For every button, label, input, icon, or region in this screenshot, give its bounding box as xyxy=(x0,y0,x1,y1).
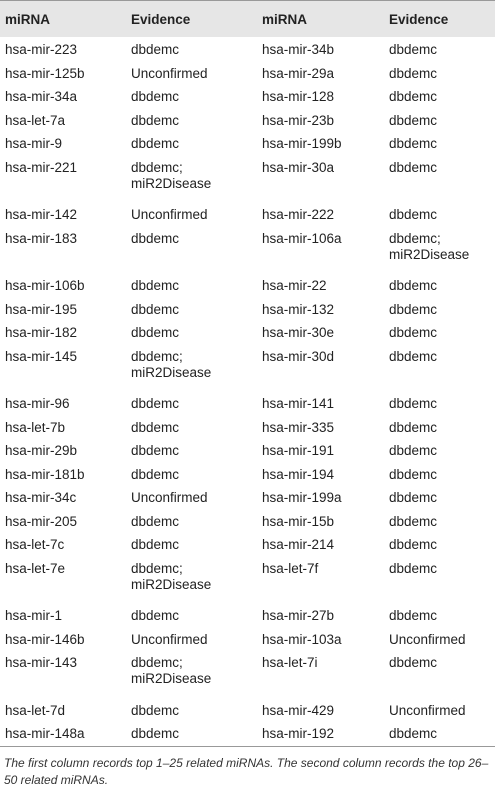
mirna-cell: hsa-let-7c xyxy=(5,537,65,553)
evidence-cell: dbdemc xyxy=(389,513,438,529)
evidence-cell: dbdemc xyxy=(131,419,180,435)
mirna-cell: hsa-mir-1 xyxy=(5,608,63,624)
mirna-cell: hsa-mir-34a xyxy=(5,89,78,105)
mirna-cell: hsa-mir-103a xyxy=(262,631,342,647)
mirna-cell: hsa-mir-34c xyxy=(5,490,77,506)
header-row xyxy=(0,1,495,37)
evidence-cell: dbdemc xyxy=(389,65,438,81)
mirna-cell: hsa-mir-22 xyxy=(262,277,327,293)
evidence-cell: Unconfirmed xyxy=(389,631,466,647)
table-row xyxy=(0,320,495,344)
evidence-cell: dbdemc xyxy=(389,136,438,152)
table-row xyxy=(0,509,495,533)
mirna-cell: hsa-mir-148a xyxy=(5,726,85,742)
table-caption: The first column records top 1–25 related miRNAs. The second column records the top 26–50 related miRNAs. xyxy=(4,756,489,788)
evidence-cell: dbdemc xyxy=(131,89,180,105)
evidence-cell: dbdemc xyxy=(131,726,180,742)
evidence-cell: dbdemc xyxy=(389,301,438,317)
evidence-cell: Unconfirmed xyxy=(389,702,466,718)
mirna-cell: hsa-mir-141 xyxy=(262,395,335,411)
mirna-cell: hsa-let-7f xyxy=(262,561,319,577)
table-row xyxy=(0,627,495,651)
evidence-cell: dbdemc xyxy=(389,561,438,577)
evidence-cell: dbdemc xyxy=(131,466,180,482)
evidence-cell: dbdemc; miR2Disease xyxy=(131,655,212,687)
evidence-cell: dbdemc xyxy=(131,608,180,624)
mirna-cell: hsa-mir-29a xyxy=(262,65,335,81)
evidence-cell: dbdemc xyxy=(389,726,438,742)
evidence-cell: dbdemc xyxy=(131,537,180,553)
evidence-cell: dbdemc xyxy=(389,42,438,57)
table-row xyxy=(0,603,495,627)
mirna-cell: hsa-mir-30a xyxy=(262,159,335,175)
mirna-cell: hsa-mir-34b xyxy=(262,42,335,57)
evidence-cell: dbdemc xyxy=(131,277,180,293)
mirna-cell: hsa-mir-27b xyxy=(262,608,335,624)
evidence-cell: dbdemc xyxy=(389,537,438,553)
evidence-cell: dbdemc xyxy=(131,230,180,246)
mirna-cell: hsa-mir-128 xyxy=(262,89,335,105)
evidence-cell: dbdemc; miR2Disease xyxy=(131,159,212,191)
evidence-cell: Unconfirmed xyxy=(131,490,208,506)
table-row xyxy=(0,37,495,61)
table-row xyxy=(0,485,495,509)
table-row xyxy=(0,438,495,462)
mirna-cell: hsa-mir-429 xyxy=(262,702,335,718)
mirna-cell: hsa-mir-199a xyxy=(262,490,342,506)
mirna-cell: hsa-mir-205 xyxy=(5,513,78,529)
evidence-cell: dbdemc xyxy=(389,395,438,411)
table-row xyxy=(0,650,495,697)
mirna-cell: hsa-mir-195 xyxy=(5,301,78,317)
evidence-cell: dbdemc xyxy=(389,325,438,341)
mirna-cell: hsa-mir-191 xyxy=(262,443,335,459)
evidence-cell: dbdemc xyxy=(389,207,438,223)
mirna-cell: hsa-mir-23b xyxy=(262,112,335,128)
table-row xyxy=(0,556,495,603)
mirna-cell: hsa-mir-223 xyxy=(5,42,78,57)
evidence-cell: Unconfirmed xyxy=(131,65,208,81)
mirna-cell: hsa-mir-96 xyxy=(5,395,70,411)
mirna-cell: hsa-mir-106a xyxy=(262,230,342,246)
mirna-cell: hsa-mir-214 xyxy=(262,537,335,553)
header-mirna-1: miRNA xyxy=(5,11,51,27)
evidence-cell: dbdemc xyxy=(131,301,180,317)
mirna-cell: hsa-mir-30e xyxy=(262,325,335,341)
evidence-cell: dbdemc xyxy=(389,112,438,128)
table-row xyxy=(0,84,495,108)
table-row xyxy=(0,226,495,273)
table-row xyxy=(0,415,495,439)
mirna-cell: hsa-mir-199b xyxy=(262,136,342,152)
table-row xyxy=(0,297,495,321)
mirna-cell: hsa-mir-145 xyxy=(5,348,78,364)
mirna-cell: hsa-mir-29b xyxy=(5,443,78,459)
mirna-cell: hsa-mir-194 xyxy=(262,466,335,482)
evidence-cell: dbdemc xyxy=(389,277,438,293)
mirna-cell: hsa-let-7b xyxy=(5,419,66,435)
evidence-cell: dbdemc xyxy=(389,419,438,435)
evidence-cell: dbdemc; miR2Disease xyxy=(389,230,470,262)
table-row xyxy=(0,344,495,391)
evidence-cell: dbdemc xyxy=(389,348,438,364)
evidence-cell: dbdemc xyxy=(389,655,438,671)
evidence-cell: dbdemc xyxy=(389,443,438,459)
mirna-cell: hsa-mir-132 xyxy=(262,301,335,317)
mirna-cell: hsa-mir-222 xyxy=(262,207,335,223)
table-row xyxy=(0,155,495,202)
evidence-cell: dbdemc; miR2Disease xyxy=(131,348,212,380)
evidence-cell: dbdemc xyxy=(131,42,180,57)
mirna-cell: hsa-let-7a xyxy=(5,112,66,128)
header-evidence-2: Evidence xyxy=(389,11,449,27)
evidence-cell: dbdemc xyxy=(131,325,180,341)
table-row xyxy=(0,532,495,556)
evidence-cell: dbdemc xyxy=(131,702,180,718)
mirna-cell: hsa-mir-221 xyxy=(5,159,78,175)
mirna-cell: hsa-let-7i xyxy=(262,655,318,671)
evidence-cell: dbdemc xyxy=(131,395,180,411)
mirna-cell: hsa-mir-182 xyxy=(5,325,78,341)
mirna-cell: hsa-mir-106b xyxy=(5,277,85,293)
table-row xyxy=(0,108,495,132)
header-evidence-1: Evidence xyxy=(131,11,191,27)
table-row xyxy=(0,391,495,415)
table-row xyxy=(0,273,495,297)
header-mirna-2: miRNA xyxy=(262,11,308,27)
evidence-cell: dbdemc xyxy=(131,136,180,152)
mirna-cell: hsa-mir-9 xyxy=(5,136,63,152)
evidence-cell: dbdemc xyxy=(389,490,438,506)
mirna-cell: hsa-mir-183 xyxy=(5,230,78,246)
table-row xyxy=(0,698,495,722)
evidence-cell: dbdemc xyxy=(389,466,438,482)
table-body xyxy=(0,37,495,746)
evidence-cell: dbdemc xyxy=(131,443,180,459)
mirna-cell: hsa-mir-143 xyxy=(5,655,78,671)
table-row xyxy=(0,61,495,85)
mirna-cell: hsa-mir-146b xyxy=(5,631,85,647)
mirna-cell: hsa-mir-15b xyxy=(262,513,335,529)
evidence-cell: dbdemc xyxy=(389,89,438,105)
table-row xyxy=(0,462,495,486)
evidence-cell: Unconfirmed xyxy=(131,207,208,223)
mirna-cell: hsa-let-7d xyxy=(5,702,66,718)
evidence-cell: dbdemc; miR2Disease xyxy=(131,561,212,593)
table-row xyxy=(0,131,495,155)
evidence-cell: dbdemc xyxy=(131,513,180,529)
mirna-cell: hsa-mir-181b xyxy=(5,466,85,482)
evidence-cell: dbdemc xyxy=(389,608,438,624)
mirna-cell: hsa-mir-30d xyxy=(262,348,335,364)
table-header xyxy=(0,1,495,37)
mirna-cell: hsa-mir-335 xyxy=(262,419,335,435)
mirna-table xyxy=(0,1,495,746)
mirna-cell: hsa-mir-142 xyxy=(5,207,78,223)
table-row xyxy=(0,721,495,746)
table-row xyxy=(0,202,495,226)
mirna-cell: hsa-let-7e xyxy=(5,561,66,577)
mirna-cell: hsa-mir-125b xyxy=(5,65,85,81)
evidence-cell: Unconfirmed xyxy=(131,631,208,647)
mirna-cell: hsa-mir-192 xyxy=(262,726,335,742)
evidence-cell: dbdemc xyxy=(389,159,438,175)
evidence-cell: dbdemc xyxy=(131,112,180,128)
